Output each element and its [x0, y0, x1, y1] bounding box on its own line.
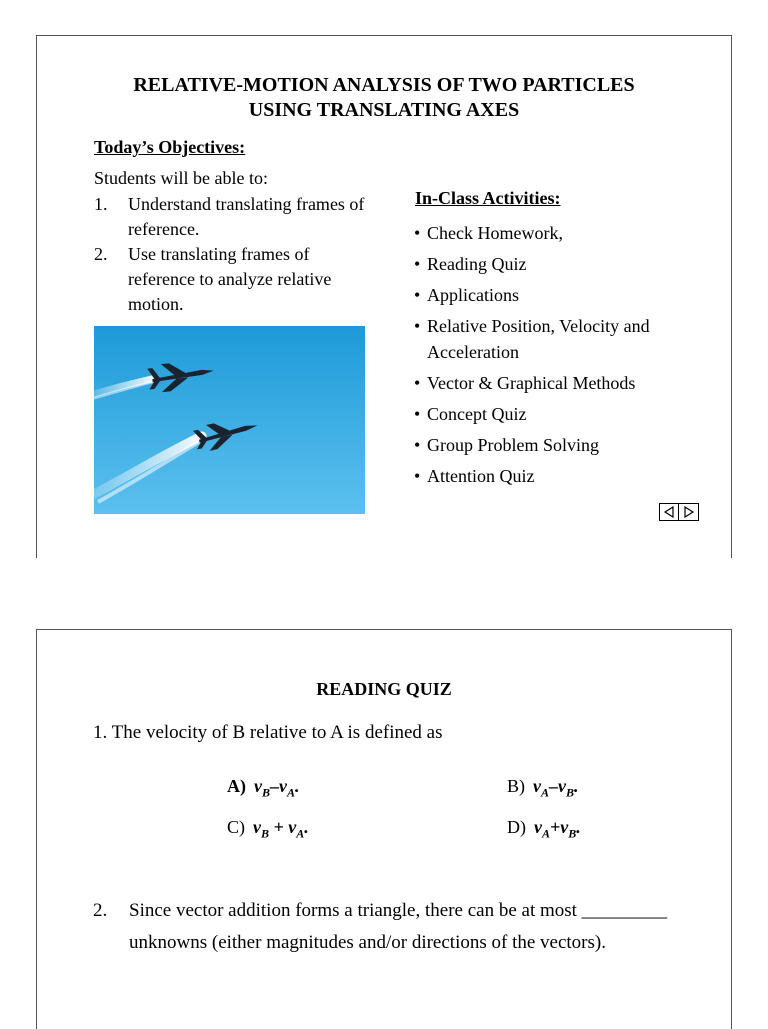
jets-photo — [94, 326, 365, 514]
slide-reading-quiz — [36, 629, 732, 1029]
triangle-left-icon — [663, 506, 675, 518]
objectives-list — [94, 192, 379, 317]
activities-list — [413, 218, 713, 492]
quiz-title: READING QUIZ — [316, 679, 452, 699]
slide-nav — [659, 503, 699, 521]
activity-item: • Vector & Graphical Methods — [413, 368, 713, 399]
objectives-intro: Students will be able to: — [94, 168, 268, 188]
objective-item: 2. Use translating frames of reference to analyze relative motion. — [94, 244, 332, 314]
activity-item: • Concept Quiz — [413, 399, 713, 430]
slide-objectives — [36, 35, 732, 558]
next-slide-button[interactable] — [679, 503, 699, 521]
option-d: D) $v_A+v_B$. — [507, 817, 581, 841]
question-1: 1. The velocity of B relative to A is defined as — [93, 722, 443, 743]
activities-heading: In-Class Activities: — [415, 188, 561, 208]
triangle-right-icon — [683, 506, 695, 518]
question-2-text: Since vector addition forms a triangle, there can be at most _________ unknowns (either magnitudes and/or directions of the vectors). — [129, 900, 668, 953]
activity-item: • Check Homework, — [413, 218, 713, 249]
activity-item: • Attention Quiz — [413, 461, 713, 492]
option-b: B) $v_A-v_B$. — [507, 776, 579, 800]
question-2: 2. Since vector addition forms a triangle, there can be at most _________ unknowns (either magnitudes and/or directions of the vectors). — [93, 895, 673, 959]
activity-item: • Applications — [413, 280, 713, 311]
objective-item: 1. Understand translating frames of reference. — [94, 194, 365, 239]
activity-item: • Relative Position, Velocity and — [413, 311, 713, 342]
option-a: A) $v_B-v_A$. — [227, 776, 300, 800]
objectives-heading: Today’s Objectives: — [94, 137, 246, 157]
prev-slide-button[interactable] — [659, 503, 679, 521]
option-c: C) $v_B + v_A$. — [227, 817, 309, 841]
activity-item-continued: Acceleration — [427, 342, 519, 362]
activity-item: • Group Problem Solving — [413, 430, 713, 461]
slide-title: RELATIVE-MOTION ANALYSIS OF TWO PARTICLES USING TRANSLATING AXES — [133, 74, 635, 121]
activity-item: • Reading Quiz — [413, 249, 713, 280]
